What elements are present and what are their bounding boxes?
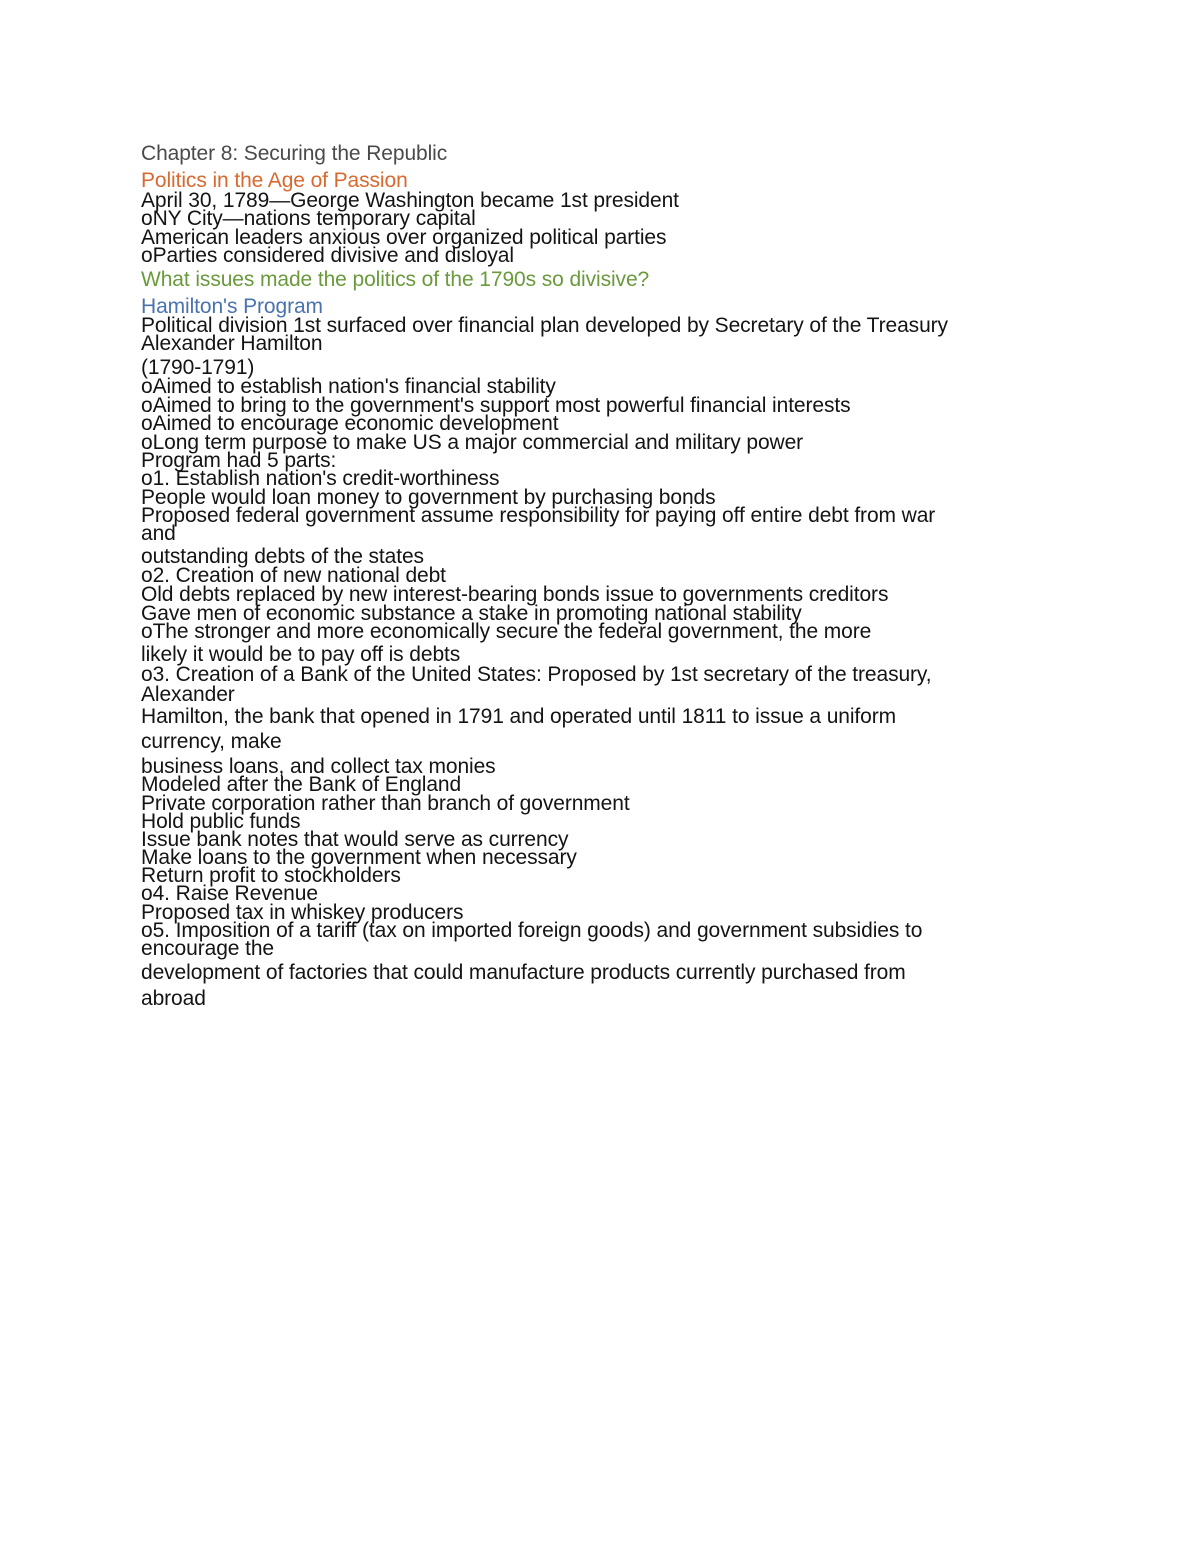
text-line: oAimed to encourage economic development [141, 412, 559, 435]
text-line: Political division 1st surfaced over financial plan developed by Secretary of the Treasury [141, 314, 948, 337]
text-line: likely it would be to pay off is debts [141, 643, 461, 666]
chapter-title: Chapter 8: Securing the Republic [141, 142, 448, 165]
text-line: Modeled after the Bank of England [141, 773, 462, 796]
text-line: o2. Creation of new national debt [141, 564, 446, 587]
text-line: o3. Creation of a Bank of the United States: Proposed by 1st secretary of the treasury, [141, 663, 932, 686]
text-line: Private corporation rather than branch of government [141, 792, 630, 815]
text-line: currency, make [141, 730, 282, 753]
text-line: American leaders anxious over organized political parties [141, 226, 667, 249]
text-line: o1. Establish nation's credit-worthiness [141, 467, 500, 490]
text-line: encourage the [141, 937, 274, 960]
text-line: oParties considered divisive and disloyal [141, 244, 514, 267]
text-line: o5. Imposition of a tariff (tax on imported foreign goods) and government subsidies to [141, 919, 923, 942]
text-line: Program had 5 parts: [141, 449, 337, 472]
text-line: April 30, 1789—George Washington became 1st president [141, 189, 679, 212]
text-line: and [141, 522, 176, 545]
text-line: oNY City—nations temporary capital [141, 207, 476, 230]
text-line: business loans, and collect tax monies [141, 755, 496, 778]
text-line: (1790-1791) [141, 356, 255, 379]
question-heading: What issues made the politics of the 1790s so divisive? [141, 268, 650, 291]
text-line: o4. Raise Revenue [141, 882, 318, 905]
text-line: Hamilton, the bank that opened in 1791 and operated until 1811 to issue a uniform [141, 705, 897, 728]
section-heading: Politics in the Age of Passion [141, 169, 408, 192]
text-line: oThe stronger and more economically secure the federal government, the more [141, 620, 872, 643]
text-line: Old debts replaced by new interest-bearing bonds issue to governments creditors [141, 583, 889, 606]
text-line: Gave men of economic substance a stake in promoting national stability [141, 602, 802, 625]
text-line: Issue bank notes that would serve as currency [141, 828, 569, 851]
text-line: Hold public funds [141, 810, 301, 833]
text-line: oAimed to bring to the government's support most powerful financial interests [141, 394, 851, 417]
text-line: People would loan money to government by purchasing bonds [141, 486, 716, 509]
text-line: Proposed tax in whiskey producers [141, 901, 464, 924]
text-line: oAimed to establish nation's financial stability [141, 375, 556, 398]
text-line: development of factories that could manufacture products currently purchased from [141, 961, 906, 984]
text-line: Return profit to stockholders [141, 864, 401, 887]
section-heading: Hamilton's Program [141, 295, 323, 318]
text-line: Proposed federal government assume responsibility for paying off entire debt from war [141, 504, 936, 527]
text-line: abroad [141, 987, 206, 1010]
text-line: Make loans to the government when necessary [141, 846, 577, 869]
text-line: oLong term purpose to make US a major commercial and military power [141, 431, 804, 454]
text-line: Alexander [141, 683, 235, 706]
text-line: Alexander Hamilton [141, 332, 323, 355]
text-line: outstanding debts of the states [141, 545, 424, 568]
